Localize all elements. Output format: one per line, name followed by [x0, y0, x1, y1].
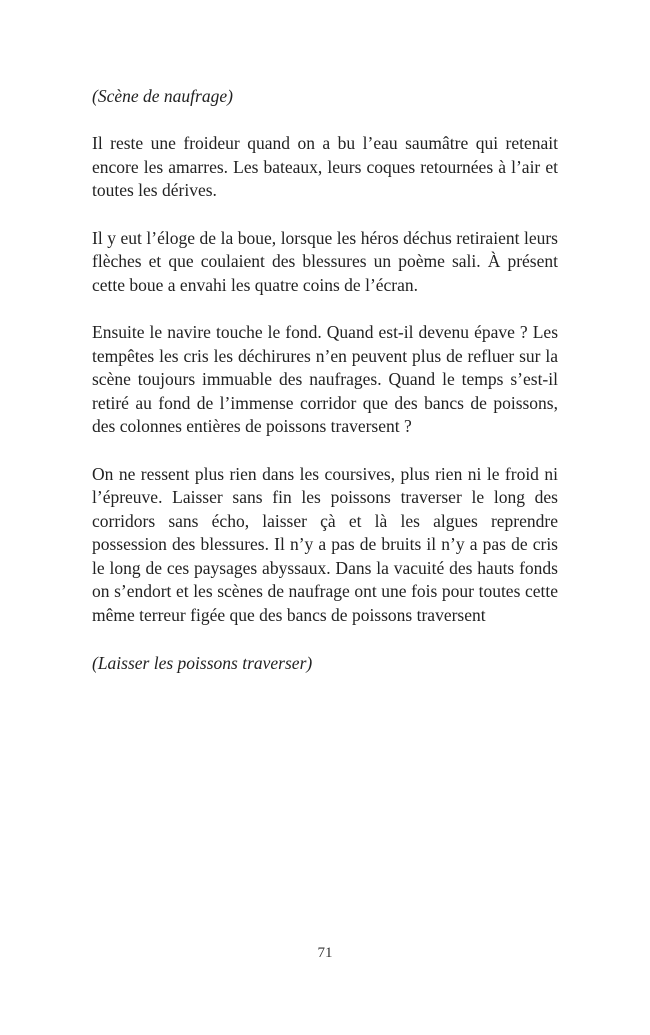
page-content: [92, 84, 558, 675]
paragraph-1: Il reste une froideur quand on a bu l’eau saumâtre qui retenait encore les amarres. Les bateaux, leurs coques retournées à l’air et toutes les dérives.: [92, 133, 558, 200]
poem-title: (Scène de naufrage): [92, 86, 233, 106]
paragraph-3: Ensuite le navire touche le fond. Quand est-il devenu épave ? Les tempêtes les cris les déchirures n’en peuvent plus de refluer sur la scène toujours immuable des naufrages. Quand le temps s’est-il retiré au fond de l’immense corridor que des bancs de poissons, des colonnes entières de poissons traversent ?: [92, 322, 558, 436]
page-number: 71: [317, 945, 333, 961]
closing-line: (Laisser les poissons traverser): [92, 653, 313, 673]
paragraph-4: On ne ressent plus rien dans les coursives, plus rien ni le froid ni l’épreuve. Laisser sans fin les poissons traverser le long des corridors sans écho, laisser çà et là les algues reprendre possession des blessures. Il n’y a pas de bruits il n’y a pas de cris le long de ces paysages abyssaux. Dans la vacuité des hauts fonds on s’endort et les scènes de naufrage ont une fois pour toutes cette même terreur figée que des bancs de poissons traversent: [92, 463, 558, 625]
paragraph-2: Il y eut l’éloge de la boue, lorsque les héros déchus retiraient leurs flèches et que coulaient des blessures un poème sali. À présent cette boue a envahi les quatre coins de l’écran.: [92, 227, 558, 295]
